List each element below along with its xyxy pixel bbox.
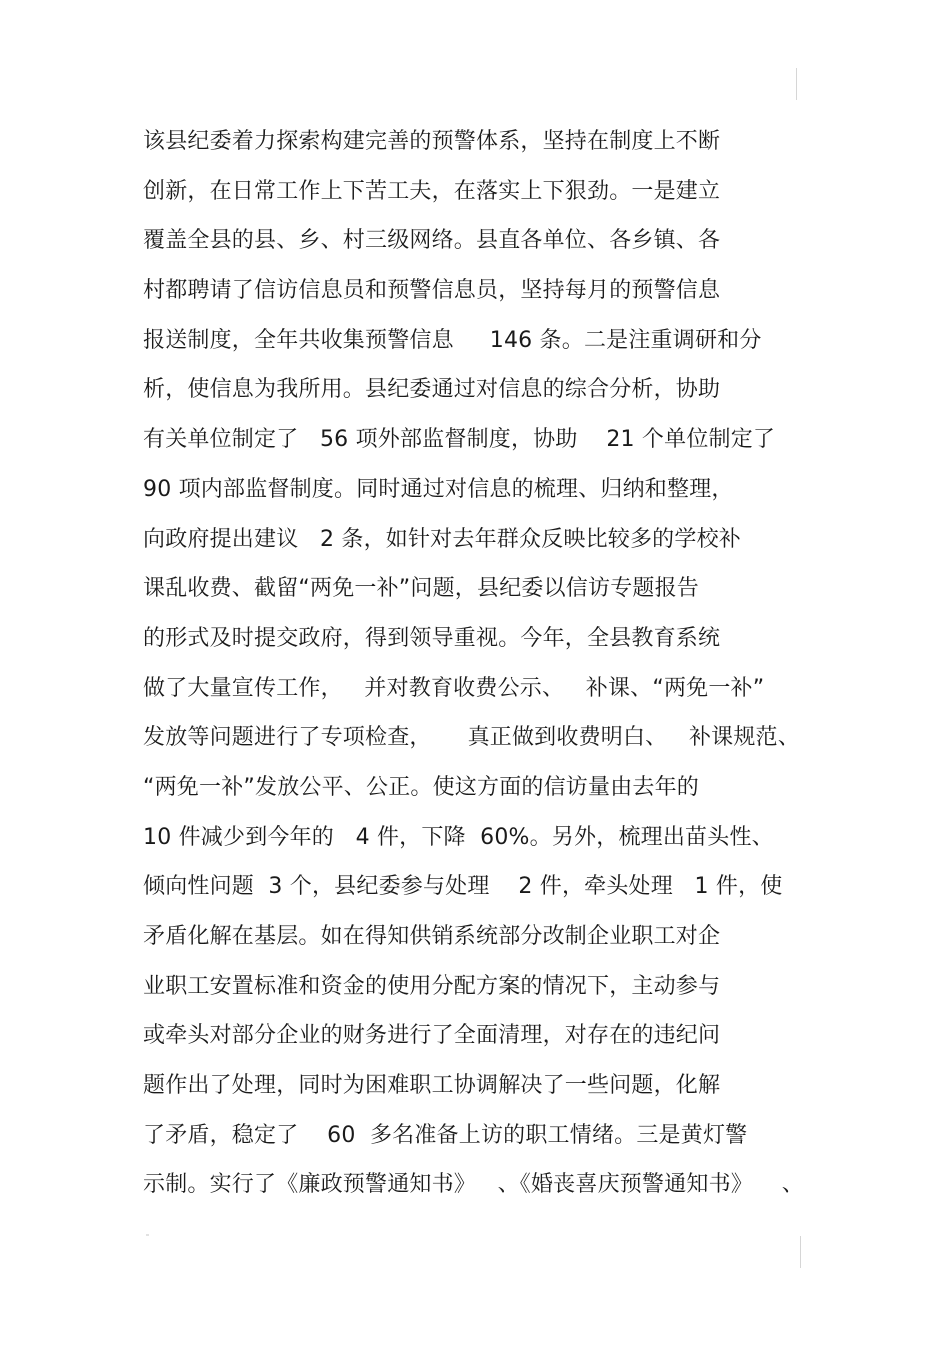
text-line: 或牵头对部分企业的财务进行了全面清理，对存在的违纪问 [143,1023,721,1049]
text-line: “两免一补”发放公平、公正。使这方面的信访量由去年的 [143,774,699,800]
text-line: 课乱收费、截留“两免一补”问题，县纪委以信访专题报告 [143,576,699,602]
text-line: 发放等问题进行了专项检查， 真正做到收费明白、 补课规范、 [143,725,800,751]
text-line: 10 件减少到今年的 4 件，下降 60%。另外，梳理出苗头性、 [143,824,774,850]
text-line: 90 项内部监督制度。同时通过对信息的梳理、归纳和整理， [143,476,734,502]
text-line: 该县纪委着力探索构建完善的预警体系，坚持在制度上不断 [143,129,721,154]
text-line: 覆盖全县的县、乡、村三级网络。县直各单位、各乡镇、各 [143,228,721,254]
body-paragraph [143,124,823,1217]
scan-artifact [146,1234,149,1236]
text-line: 示制。实行了《廉政预警通知书》 、《婚丧喜庆预警通知书》 、 [143,1172,804,1198]
text-line: 报送制度，全年共收集预警信息 146 条。二是注重调研和分 [143,327,762,353]
page-corner-mark-bottom [800,1236,801,1268]
text-line: 倾向性问题 3 个，县纪委参与处理 2 件，牵头处理 1 件，使 [143,874,783,900]
text-line: 矛盾化解在基层。如在得知供销系统部分改制企业职工对企 [143,924,721,949]
text-line: 的形式及时提交政府，得到领导重视。今年，全县教育系统 [143,625,721,651]
text-line: 创新，在日常工作上下苦工夫，在落实上下狠劲。一是建立 [143,178,721,204]
text-line: 业职工安置标准和资金的使用分配方案的情况下，主动参与 [143,973,721,999]
text-line: 题作出了处理，同时为困难职工协调解决了一些问题，化解 [143,1073,721,1099]
text-line: 村都聘请了信访信息员和预警信息员，坚持每月的预警信息 [143,278,721,304]
text-line: 析，使信息为我所用。县纪委通过对信息的综合分析，协助 [143,377,721,403]
text-line: 了矛盾，稳定了 60 多名准备上访的职工情绪。三是黄灯警 [143,1122,748,1148]
text-line: 向政府提出建议 2 条，如针对去年群众反映比较多的学校补 [143,526,741,552]
page-corner-mark-top [796,68,797,100]
text-line: 有关单位制定了 56 项外部监督制度，协助 21 个单位制定了 [143,427,776,453]
text-line: 做了大量宣传工作， 并对教育收费公示、 补课、“两免一补” [143,675,765,701]
